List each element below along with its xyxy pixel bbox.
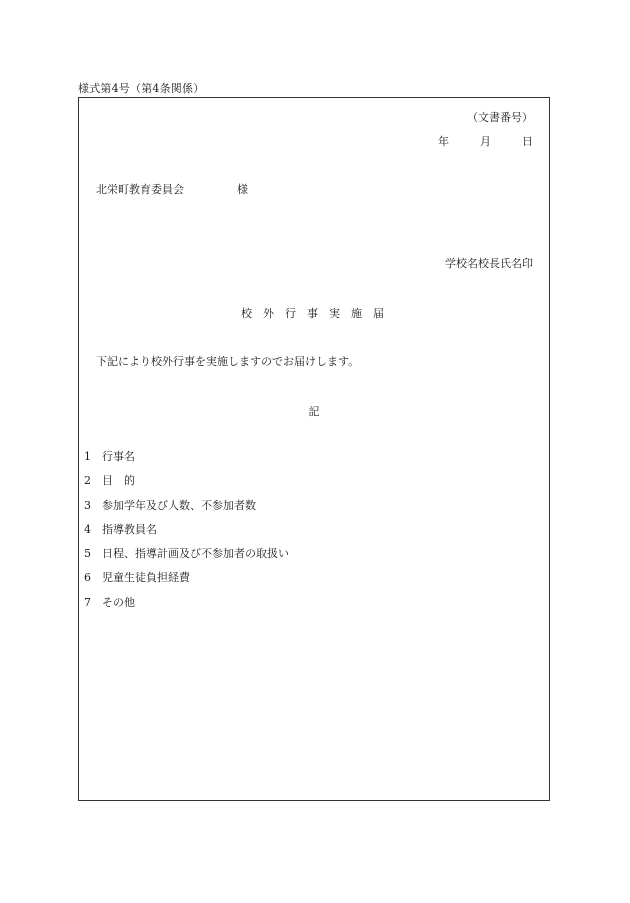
date-day: 日 <box>522 135 533 148</box>
item-number: 2 <box>84 474 91 488</box>
date-line <box>438 133 533 149</box>
item-label: 指導教員名 <box>102 522 157 536</box>
item-label: 参加学年及び人数、不参加者数 <box>102 498 256 512</box>
item-number: 5 <box>84 547 91 561</box>
body-text: 下記により校外行事を実施しますのでお届けします。 <box>96 355 360 368</box>
form-label: 様式第4号（第4条関係） <box>78 82 205 95</box>
document-title: 校外行事実施届 <box>241 307 395 320</box>
item-label: その他 <box>102 595 135 609</box>
item-number: 1 <box>84 450 91 463</box>
list-item <box>84 474 289 498</box>
form-box <box>78 97 550 801</box>
list-item <box>84 596 289 620</box>
item-number: 3 <box>84 498 91 512</box>
list-item <box>84 523 289 547</box>
addressee: 北栄町教育委員会 <box>96 183 184 196</box>
item-number: 7 <box>84 595 91 609</box>
document-number: （文書番号） <box>467 111 533 124</box>
date-year: 年 <box>438 135 449 148</box>
honorific: 様 <box>237 183 248 196</box>
item-label: 日程、指導計画及び不参加者の取扱い <box>102 547 289 561</box>
item-number: 6 <box>84 571 91 585</box>
date-month: 月 <box>480 135 491 148</box>
list-item <box>84 499 289 523</box>
sender-signature: 学校名校長氏名印 <box>445 257 533 270</box>
list-item <box>84 547 289 571</box>
ki-heading: 記 <box>308 405 320 418</box>
item-label: 目 的 <box>102 474 135 488</box>
item-list <box>84 450 289 620</box>
list-item <box>84 450 289 474</box>
list-item <box>84 571 289 595</box>
item-label: 行事名 <box>102 450 135 463</box>
item-label: 児童生徒負担経費 <box>102 571 190 585</box>
item-number: 4 <box>84 522 91 536</box>
